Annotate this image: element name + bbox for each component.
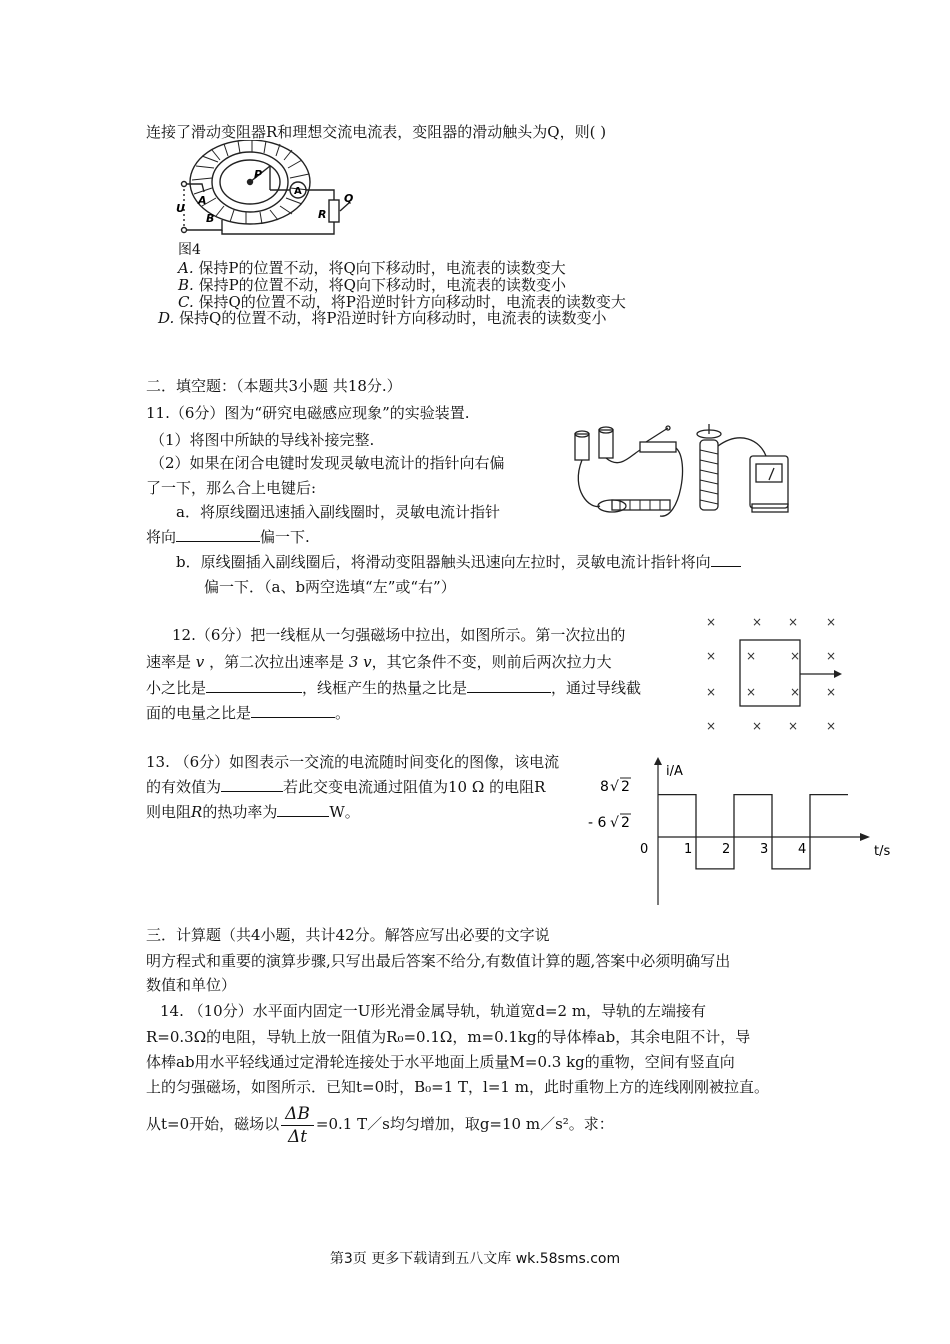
ammeter-label: A — [294, 186, 302, 197]
positive-level-label — [600, 778, 631, 795]
svg-text:×: × — [788, 719, 799, 733]
q13-line3: 则电阻R的热功率为 W。 — [146, 803, 360, 821]
svg-text:- 6: - 6 — [588, 815, 607, 831]
svg-text:2: 2 — [621, 779, 630, 795]
option-a: A. 保持P的位置不动，将Q向下移动时，电流表的读数变大 — [178, 259, 566, 277]
svg-text:√: √ — [610, 779, 619, 795]
svg-text:×: × — [706, 719, 717, 733]
y-axis-label: i/A — [666, 764, 683, 779]
label-p: P — [254, 168, 263, 181]
q12-line1: 12.（6分）把一线框从一匀强磁场中拉出，如图所示。第一次拉出的 — [172, 626, 626, 644]
x-tick-label: 2 — [722, 842, 731, 857]
q14-line2: R=0.3Ω的电阻，导轨上放一阻值为R₀=0.1Ω，m=0.1kg的导体棒ab，其余电阻不计，导 — [146, 1028, 751, 1046]
svg-text:×: × — [706, 685, 717, 699]
svg-text:×: × — [790, 649, 801, 663]
negative-level-label — [588, 814, 631, 831]
q14-line5: 从t=0开始，磁场以 $\frac{\Delta B}{\Delta t}$ =0.1 T／s均匀增加，取g=10 m／s²。求： — [146, 1103, 614, 1147]
q11-title: 11.（6分）图为“研究电磁感应现象”的实验装置. — [146, 404, 470, 422]
x-tick-label: 3 — [760, 842, 769, 857]
label-r: R — [318, 208, 327, 221]
magnetic-field-figure — [696, 608, 856, 738]
q11-a-line2: 将向 偏一下. — [146, 528, 310, 546]
svg-text:×: × — [826, 719, 837, 733]
option-c: C. 保持Q的位置不动，将P沿逆时针方向移动时，电流表的读数变大 — [178, 293, 626, 311]
svg-text:8: 8 — [600, 779, 609, 795]
svg-text:×: × — [788, 615, 799, 629]
induction-apparatus-figure — [560, 420, 800, 530]
section2-heading: 二．填空题：（本题共3小题 共18分.） — [146, 377, 402, 395]
option-d: D. 保持Q的位置不动，将P沿逆时针方向移动时，电流表的读数变小 — [158, 309, 607, 327]
q14-line3: 体棒ab用水平轻线通过定滑轮连接处于水平地面上质量M=0.3 kg的重物，空间有竖直向 — [146, 1053, 735, 1071]
option-b: B. 保持P的位置不动，将Q向下移动时，电流表的读数变小 — [178, 276, 566, 294]
q13-line2: 的有效值为 若此交变电流通过阻值为10 Ω 的电阻R — [146, 778, 546, 796]
q12-line4: 面的电量之比是 。 — [146, 704, 351, 722]
svg-text:×: × — [826, 649, 837, 663]
current-series-line — [658, 795, 848, 869]
x-axis-arrow — [860, 833, 870, 841]
q14-line1: 14. （10分）水平面内固定一U形光滑金属导轨，轨道宽d=2 m，导轨的左端接有 — [160, 1002, 707, 1020]
q12-line2: 速率是 v ，第二次拉出速率是 3 v，其它条件不变，则前后两次拉力大 — [146, 653, 612, 671]
y-axis-arrow — [654, 757, 662, 765]
svg-text:×: × — [746, 685, 757, 699]
page-footer: 第3页 更多下载请到五八文库 wk.58sms.com — [329, 1251, 621, 1267]
svg-text:×: × — [790, 685, 801, 699]
section3-line1: 三．计算题（共4小题，共计42分。解答应写出必要的文字说 — [146, 926, 550, 944]
q11-part2-line1: （2）如果在闭合电键时发现灵敏电流计的指针向右偏 — [150, 454, 505, 472]
section3-line2: 明方程式和重要的演算步骤,只写出最后答案不给分,有数值计算的题,答案中必须明确写出 — [146, 952, 731, 970]
label-u: U — [176, 202, 185, 215]
svg-text:×: × — [826, 615, 837, 629]
origin-label: 0 — [640, 842, 649, 857]
db-dt-fraction: $\frac{\Delta B}{\Delta t}$ — [281, 1103, 314, 1148]
x-axis-label: t/s — [874, 844, 891, 859]
svg-text:×: × — [706, 649, 717, 663]
q14-line4: 上的匀强磁场，如图所示．已知t=0时，B₀=1 T，l=1 m，此时重物上方的连线刚刚被拉直。 — [146, 1078, 769, 1096]
section3-line3: 数值和单位） — [146, 976, 237, 994]
q13-line1: 13. （6分）如图表示一交流的电流随时间变化的图像，该电流 — [146, 753, 560, 771]
transformer-figure — [172, 140, 362, 242]
label-a: A — [198, 194, 207, 207]
q11-b-line1: b．原线圈插入副线圈后，将滑动变阻器触头迅速向左拉时，灵敏电流计指针将向 — [176, 552, 741, 572]
svg-text:×: × — [826, 685, 837, 699]
q12-line3: 小之比是 ，线框产生的热量之比是 ，通过导线截 — [146, 679, 642, 697]
x-tick-label: 4 — [798, 842, 807, 857]
current-time-graph — [580, 755, 900, 915]
q11-a-line1: a．将原线圈迅速插入副线圈时，灵敏电流计指针 — [176, 503, 500, 521]
svg-text:2: 2 — [621, 815, 630, 831]
figure-caption: 图4 — [178, 242, 201, 258]
q11-b-line2: 偏一下．（a、b两空选填“左”或“右”） — [204, 578, 456, 596]
svg-text:×: × — [752, 719, 763, 733]
svg-text:×: × — [746, 649, 757, 663]
q11-part2-line2: 了一下，那么合上电键后: — [146, 479, 317, 497]
svg-text:√: √ — [610, 815, 619, 831]
x-tick-label: 1 — [684, 842, 693, 857]
svg-text:×: × — [752, 615, 763, 629]
q10-intro: 连接了滑动变阻器R和理想交流电流表，变阻器的滑动触头为Q，则( ) — [146, 123, 607, 141]
label-q: Q — [344, 192, 354, 205]
svg-text:×: × — [706, 615, 717, 629]
label-b: B — [206, 212, 215, 225]
q11-part1: （1）将图中所缺的导线补接完整. — [150, 431, 375, 449]
